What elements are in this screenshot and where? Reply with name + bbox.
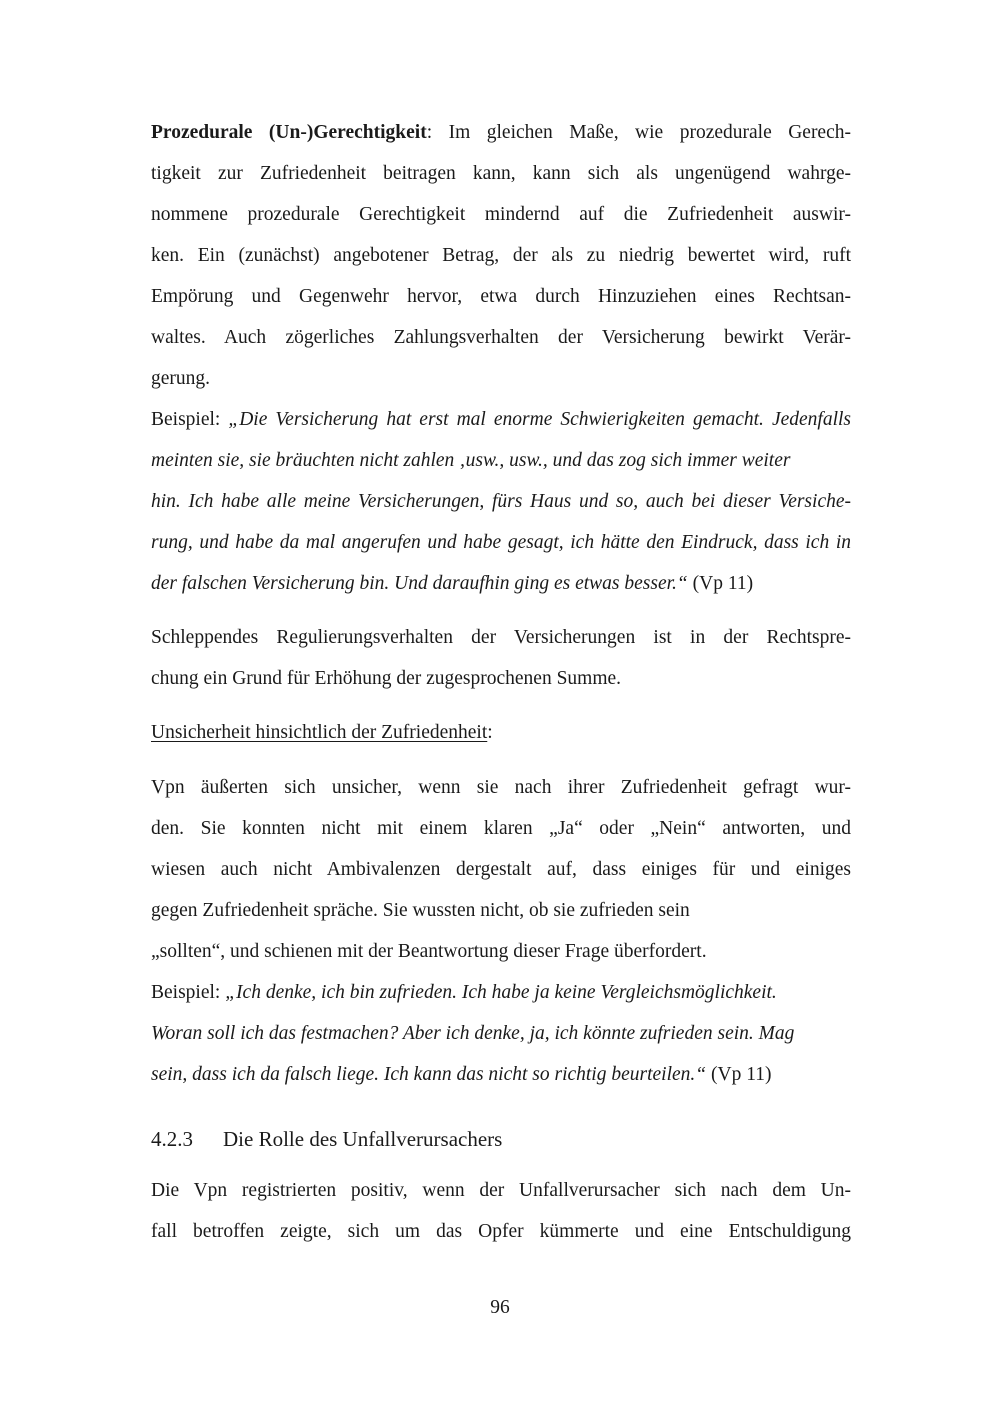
section-title: Die Rolle des Unfallverursachers <box>223 1127 503 1151</box>
section-number: 4.2.3 <box>151 1127 193 1151</box>
text-span: gerung. <box>151 368 211 389</box>
quote-text: der falschen Versicherung bin. Und daraufhin ging es etwas besser.“ <box>151 573 688 594</box>
text-line <box>151 1177 851 1205</box>
text-line <box>151 815 851 843</box>
quote-text: „Ich denke, ich bin zufrieden. Ich habe ja keine Vergleichsmöglichkeit. <box>225 982 777 1003</box>
text-span: Die Vpn registrierten positiv, wenn der Unfallverursacher sich nach dem Un- <box>151 1180 851 1201</box>
text-line <box>151 529 851 557</box>
text-line <box>151 570 851 598</box>
text-line <box>151 406 851 434</box>
text-line <box>151 897 851 925</box>
text-line <box>151 447 851 475</box>
quote-text: hin. Ich habe alle meine Versicherungen, fürs Haus und so, auch bei dieser Versiche- <box>151 491 851 512</box>
text-span: wiesen auch nicht Ambivalenzen dergestalt auf, dass einiges für und einiges <box>151 859 851 880</box>
quote-text: rung, und habe da mal angerufen und habe gesagt, ich hätte den Eindruck, dass ich in <box>151 532 851 553</box>
text-span: (Vp 11) <box>687 573 754 594</box>
text-line <box>151 324 851 352</box>
text-line <box>151 856 851 884</box>
quote-text: meinten sie, sie bräuchten nicht zahlen ‚usw., usw., und das zog sich immer weiter <box>151 450 791 471</box>
text-span: chung ein Grund für Erhöhung der zugesprochenen Summe. <box>151 668 622 689</box>
text-span: Beispiel: <box>151 982 226 1003</box>
text-line <box>151 1218 851 1246</box>
text-line <box>151 242 851 270</box>
text-span: Empörung und Gegenwehr hervor, etwa durch Hinzuziehen eines Rechtsan- <box>151 286 851 307</box>
text-span: tigkeit zur Zufriedenheit beitragen kann, kann sich als ungenügend wahrge- <box>151 163 851 184</box>
quote-text: „Die Versicherung hat erst mal enorme Schwierigkeiten gemacht. Jedenfalls <box>228 409 851 430</box>
text-span: ken. Ein (zunächst) angebotener Betrag, der als zu niedrig bewertet wird, ruft <box>151 245 851 266</box>
text-span: gegen Zufriedenheit spräche. Sie wussten nicht, ob sie zufrieden sein <box>151 900 690 921</box>
text-span: den. Sie konnten nicht mit einem klaren „Ja“ oder „Nein“ antworten, und <box>151 818 851 839</box>
text-span: (Vp 11) <box>706 1064 772 1085</box>
text-line <box>151 365 851 393</box>
text-line <box>151 160 851 188</box>
text-span: Schleppendes Regulierungsverhalten der Versicherungen ist in der Rechtspre- <box>151 627 851 648</box>
page-number: 96 <box>490 1297 510 1318</box>
text-line <box>151 624 851 652</box>
bold-term: Prozedurale (Un-)Gerechtigkeit <box>151 122 427 143</box>
underlined-subheading: Unsicherheit hinsichtlich der Zufriedenheit <box>151 722 488 743</box>
text-line <box>151 1020 851 1048</box>
quote-text: sein, dass ich da falsch liege. Ich kann das nicht so richtig beurteilen.“ <box>151 1064 707 1085</box>
text-line <box>151 119 851 147</box>
text-line <box>151 488 851 516</box>
text-line <box>151 719 851 747</box>
text-span: Vpn äußerten sich unsicher, wenn sie nach ihrer Zufriedenheit gefragt wur- <box>151 777 851 798</box>
text-line <box>151 938 851 966</box>
text-line <box>151 665 851 693</box>
text-span: : <box>487 722 493 743</box>
text-line <box>151 979 851 1007</box>
text-span: nommene prozedurale Gerechtigkeit mindernd auf die Zufriedenheit auswir- <box>151 204 851 225</box>
section-heading <box>151 1124 502 1154</box>
text-line <box>151 283 851 311</box>
text-span: „sollten“, und schienen mit der Beantwortung dieser Frage überfordert. <box>151 941 707 962</box>
text-span: Beispiel: <box>151 409 229 430</box>
text-span: waltes. Auch zögerliches Zahlungsverhalten der Versicherung bewirkt Verär- <box>151 327 851 348</box>
text-line <box>151 1061 851 1089</box>
text-span: fall betroffen zeigte, sich um das Opfer kümmerte und eine Entschuldigung <box>151 1221 851 1242</box>
text-span: : Im gleichen Maße, wie prozedurale Gerech- <box>426 122 851 143</box>
text-line <box>151 774 851 802</box>
text-line <box>151 201 851 229</box>
quote-text: Woran soll ich das festmachen? Aber ich denke, ja, ich könnte zufrieden sein. Mag <box>151 1023 795 1044</box>
